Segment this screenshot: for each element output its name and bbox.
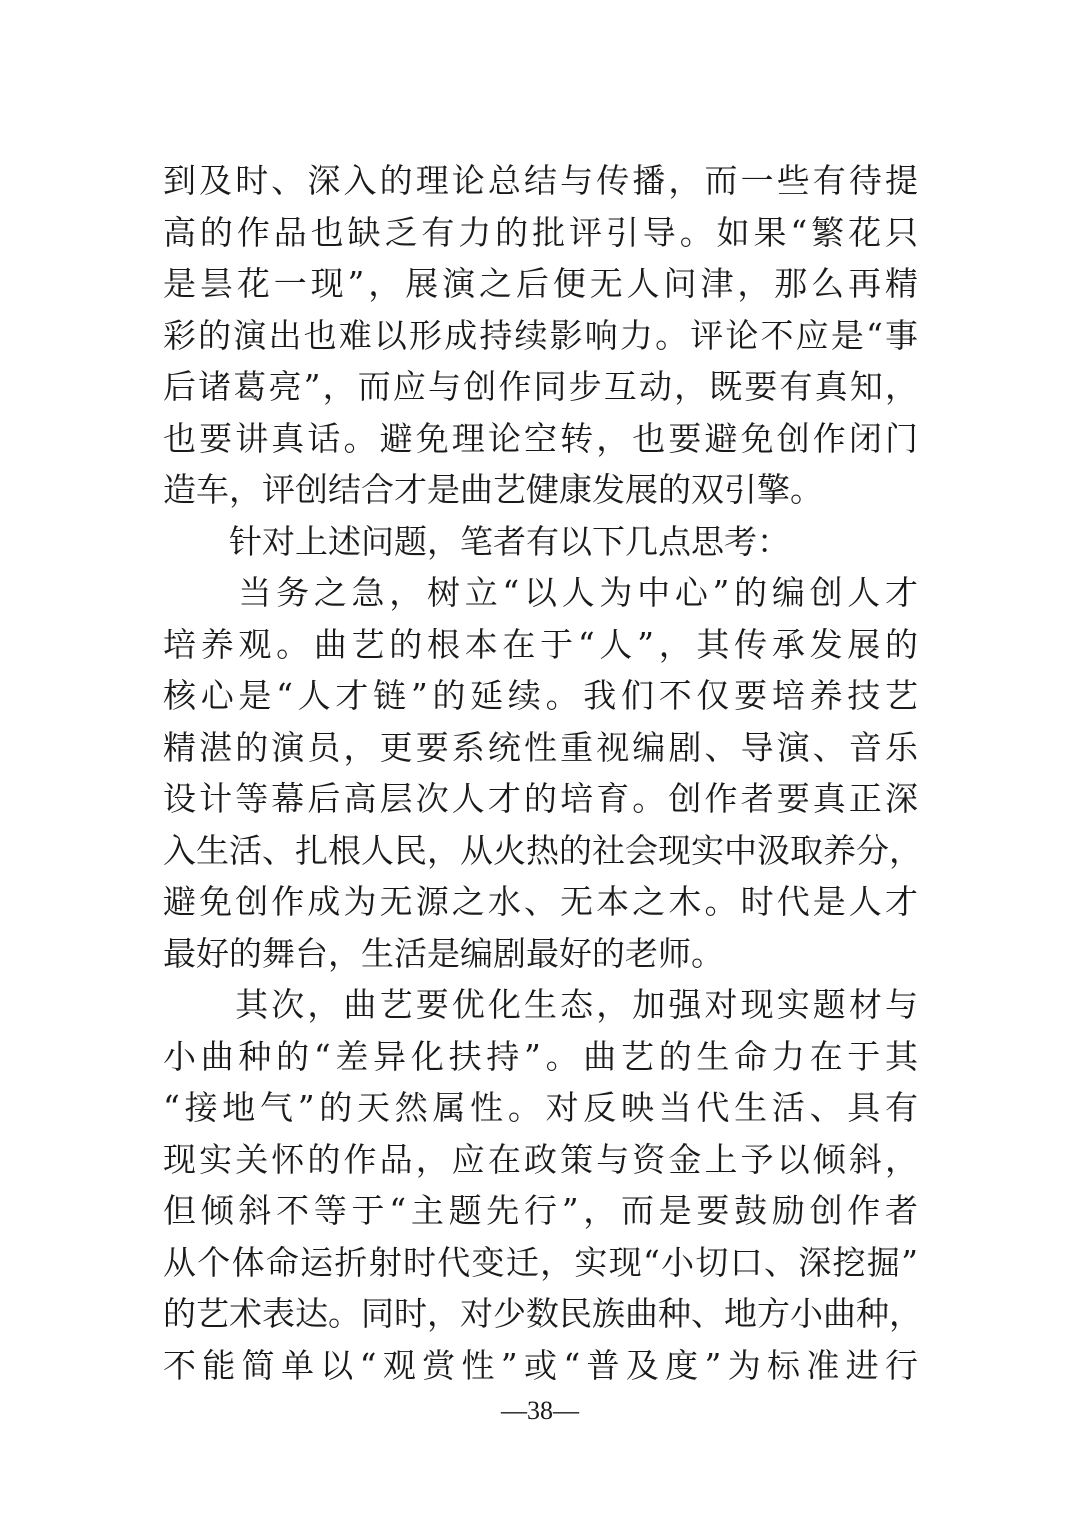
text-line: 造车，评创结合才是曲艺健康发展的双引擎。 bbox=[163, 470, 823, 509]
text-line: 针对上述问题，笔者有以下几点思考： bbox=[163, 521, 790, 561]
text-line: 从个体命运折射时代变迁，实现“小切口、深挖掘” bbox=[163, 1242, 918, 1282]
text-line: 不能简单以“观赏性”或“普及度”为标准进行 bbox=[163, 1345, 918, 1385]
text-line: “接地气”的天然属性。对反映当代生活、具有 bbox=[163, 1088, 918, 1127]
text-line: 高的作品也缺乏有力的批评引导。如果“繁花只 bbox=[163, 212, 918, 252]
text-line: 小曲种的“差异化扶持”。曲艺的生命力在于其 bbox=[163, 1036, 918, 1076]
text-line: 其次，曲艺要优化生态，加强对现实题材与 bbox=[163, 985, 918, 1024]
text-line: 设计等幕后高层次人才的培育。创作者要真正深 bbox=[163, 779, 918, 818]
text-line: 也要讲真话。避免理论空转，也要避免创作闭门 bbox=[163, 418, 918, 458]
text-line: 的艺术表达。同时，对少数民族曲种、地方小曲种， bbox=[163, 1294, 922, 1333]
text-line: 但倾斜不等于“主题先行”，而是要鼓励创作者 bbox=[163, 1191, 918, 1230]
text-line: 入生活、扎根人民，从火热的社会现实中汲取养分， bbox=[163, 830, 922, 870]
text-line: 当务之急，树立“以人为中心”的编创人才 bbox=[163, 573, 918, 612]
text-line: 核心是“人才链”的延续。我们不仅要培养技艺 bbox=[163, 676, 918, 715]
text-line: 后诸葛亮”，而应与创作同步互动，既要有真知， bbox=[163, 367, 918, 406]
text-line: 是昙花一现”，展演之后便无人问津，那么再精 bbox=[163, 264, 918, 303]
text-line: 培养观。曲艺的根本在于“人”，其传承发展的 bbox=[163, 624, 918, 664]
body-text bbox=[163, 155, 922, 1391]
text-line: 避免创作成为无源之水、无本之木。时代是人才 bbox=[163, 882, 918, 921]
text-line: 现实关怀的作品，应在政策与资金上予以倾斜， bbox=[163, 1139, 918, 1179]
page-number: —38— bbox=[501, 1396, 579, 1425]
text-line: 最好的舞台，生活是编剧最好的老师。 bbox=[163, 933, 724, 973]
text-line: 精湛的演员，更要系统性重视编剧、导演、音乐 bbox=[163, 727, 918, 767]
text-line: 彩的演出也难以形成持续影响力。评论不应是“事 bbox=[163, 315, 918, 355]
text-line: 到及时、深入的理论总结与传播，而一些有待提 bbox=[163, 161, 918, 200]
